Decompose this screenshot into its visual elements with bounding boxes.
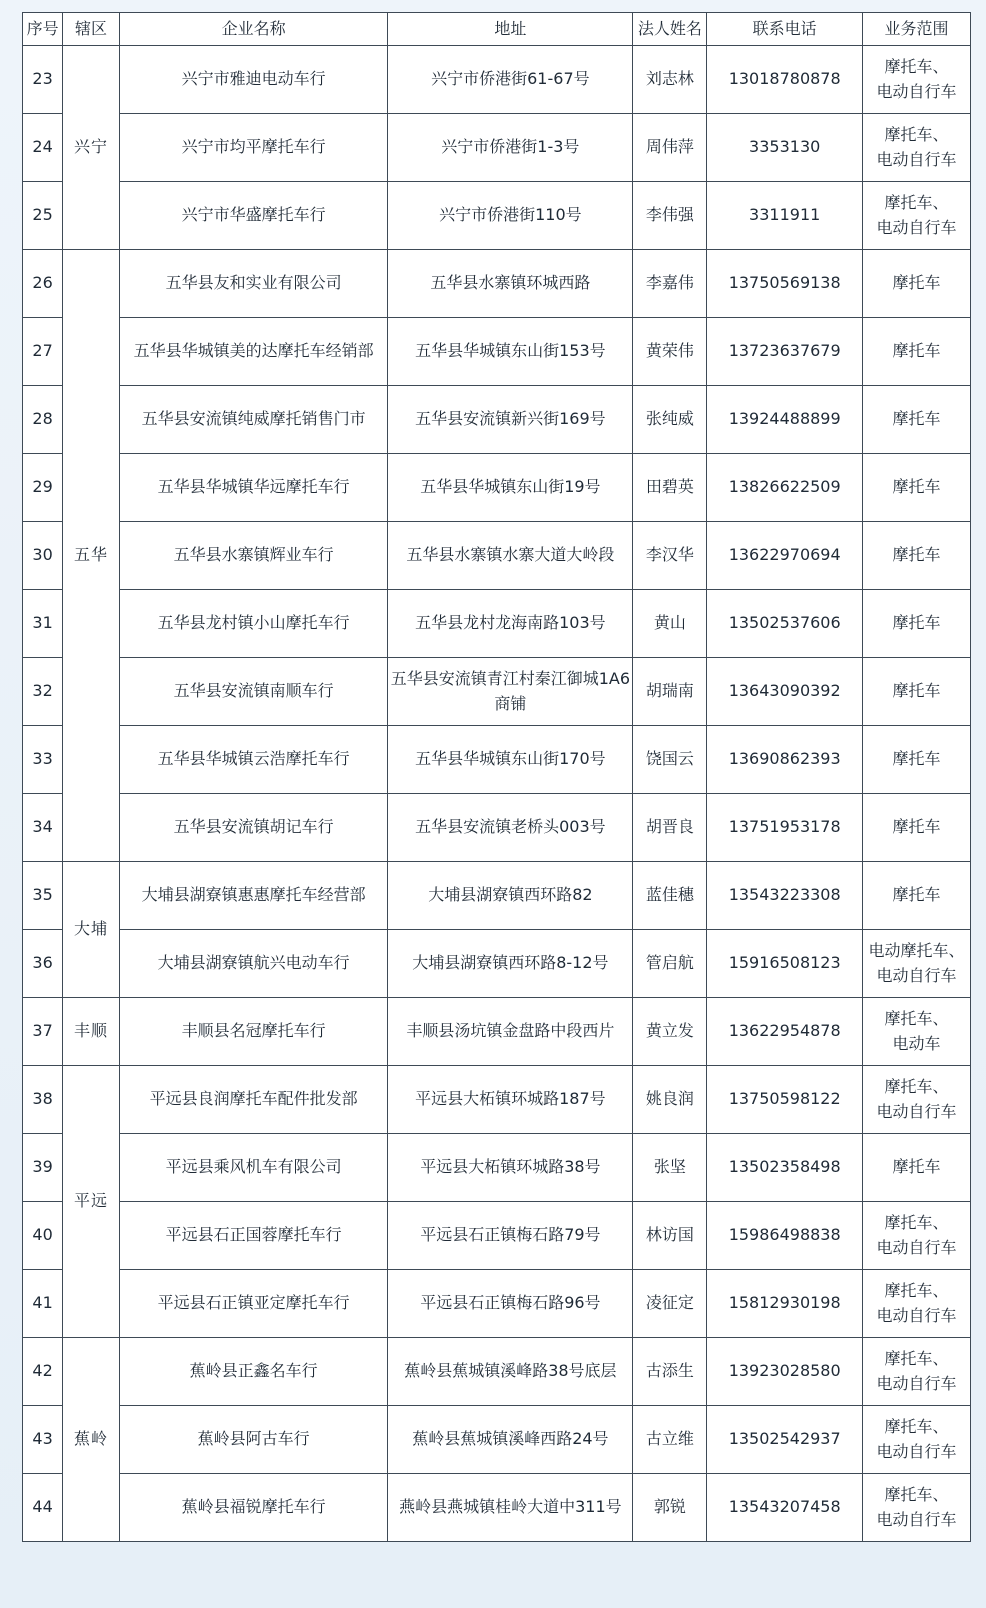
table-row	[23, 454, 971, 522]
row-number: 35	[23, 862, 63, 930]
company-address: 蕉岭县蕉城镇溪峰路38号底层	[388, 1338, 633, 1406]
company-name: 平远县石正国蓉摩托车行	[119, 1202, 388, 1270]
row-number: 43	[23, 1406, 63, 1474]
table-row	[23, 1406, 971, 1474]
company-address: 五华县安流镇新兴街169号	[388, 386, 633, 454]
row-number: 24	[23, 114, 63, 182]
company-name: 五华县华城镇美的达摩托车经销部	[119, 318, 388, 386]
row-number: 26	[23, 250, 63, 318]
business-scope: 电动摩托车、 电动自行车	[862, 930, 970, 998]
company-name: 大埔县湖寮镇航兴电动车行	[119, 930, 388, 998]
company-address: 五华县华城镇东山街19号	[388, 454, 633, 522]
table-row	[23, 318, 971, 386]
legal-person: 管启航	[633, 930, 707, 998]
company-name: 兴宁市雅迪电动车行	[119, 46, 388, 114]
row-number: 27	[23, 318, 63, 386]
row-number: 39	[23, 1134, 63, 1202]
table-row	[23, 794, 971, 862]
business-scope: 摩托车	[862, 658, 970, 726]
contact-phone: 13750569138	[707, 250, 862, 318]
header-phone: 联系电话	[707, 13, 862, 46]
legal-person: 黄荣伟	[633, 318, 707, 386]
company-address: 兴宁市侨港街1-3号	[388, 114, 633, 182]
row-number: 37	[23, 998, 63, 1066]
row-number: 36	[23, 930, 63, 998]
table-row	[23, 1066, 971, 1134]
header-address: 地址	[388, 13, 633, 46]
company-address: 大埔县湖寮镇西环路8-12号	[388, 930, 633, 998]
table-row	[23, 1134, 971, 1202]
legal-person: 蓝佳穗	[633, 862, 707, 930]
row-number: 33	[23, 726, 63, 794]
table-row	[23, 250, 971, 318]
company-address: 五华县龙村龙海南路103号	[388, 590, 633, 658]
row-number: 44	[23, 1474, 63, 1542]
company-name: 蕉岭县正鑫名车行	[119, 1338, 388, 1406]
company-address: 五华县安流镇老桥头003号	[388, 794, 633, 862]
table-row	[23, 522, 971, 590]
contact-phone: 13543207458	[707, 1474, 862, 1542]
contact-phone: 13502542937	[707, 1406, 862, 1474]
business-scope: 摩托车	[862, 794, 970, 862]
company-address: 五华县水寨镇环城西路	[388, 250, 633, 318]
contact-phone: 13751953178	[707, 794, 862, 862]
business-scope: 摩托车	[862, 250, 970, 318]
business-scope: 摩托车、 电动自行车	[862, 46, 970, 114]
table-row	[23, 590, 971, 658]
company-address: 五华县华城镇东山街153号	[388, 318, 633, 386]
row-number: 41	[23, 1270, 63, 1338]
contact-phone: 3311911	[707, 182, 862, 250]
company-address: 平远县石正镇梅石路96号	[388, 1270, 633, 1338]
company-name: 蕉岭县阿古车行	[119, 1406, 388, 1474]
legal-person: 黄立发	[633, 998, 707, 1066]
business-scope: 摩托车	[862, 590, 970, 658]
legal-person: 姚良润	[633, 1066, 707, 1134]
legal-person: 黄山	[633, 590, 707, 658]
company-name: 五华县安流镇南顺车行	[119, 658, 388, 726]
table-row	[23, 46, 971, 114]
company-address: 兴宁市侨港街61-67号	[388, 46, 633, 114]
company-name: 五华县安流镇胡记车行	[119, 794, 388, 862]
contact-phone: 13723637679	[707, 318, 862, 386]
row-number: 31	[23, 590, 63, 658]
legal-person: 张坚	[633, 1134, 707, 1202]
legal-person: 郭锐	[633, 1474, 707, 1542]
table-row	[23, 1474, 971, 1542]
row-number: 40	[23, 1202, 63, 1270]
company-address: 五华县华城镇东山街170号	[388, 726, 633, 794]
contact-phone: 13643090392	[707, 658, 862, 726]
legal-person: 古添生	[633, 1338, 707, 1406]
business-scope: 摩托车、 电动自行车	[862, 182, 970, 250]
business-scope: 摩托车	[862, 522, 970, 590]
row-number: 23	[23, 46, 63, 114]
legal-person: 胡瑞南	[633, 658, 707, 726]
row-number: 29	[23, 454, 63, 522]
header-region: 辖区	[63, 13, 120, 46]
business-scope: 摩托车	[862, 1134, 970, 1202]
business-scope: 摩托车、 电动自行车	[862, 1066, 970, 1134]
contact-phone: 13690862393	[707, 726, 862, 794]
company-address: 平远县大柘镇环城路187号	[388, 1066, 633, 1134]
business-scope: 摩托车、 电动自行车	[862, 1338, 970, 1406]
table-row	[23, 1202, 971, 1270]
company-name: 五华县安流镇纯威摩托销售门市	[119, 386, 388, 454]
contact-phone: 13622970694	[707, 522, 862, 590]
business-scope: 摩托车、 电动车	[862, 998, 970, 1066]
dealer-table	[22, 12, 971, 1542]
header-legal-person: 法人姓名	[633, 13, 707, 46]
legal-person: 李嘉伟	[633, 250, 707, 318]
business-scope: 摩托车、 电动自行车	[862, 1474, 970, 1542]
contact-phone: 13543223308	[707, 862, 862, 930]
business-scope: 摩托车、 电动自行车	[862, 1406, 970, 1474]
company-address: 大埔县湖寮镇西环路82	[388, 862, 633, 930]
contact-phone: 15986498838	[707, 1202, 862, 1270]
business-scope: 摩托车	[862, 318, 970, 386]
company-name: 平远县良润摩托车配件批发部	[119, 1066, 388, 1134]
row-number: 25	[23, 182, 63, 250]
contact-phone: 3353130	[707, 114, 862, 182]
contact-phone: 13622954878	[707, 998, 862, 1066]
table-row	[23, 182, 971, 250]
table-row	[23, 998, 971, 1066]
table-header	[23, 13, 971, 46]
legal-person: 饶国云	[633, 726, 707, 794]
business-scope: 摩托车	[862, 386, 970, 454]
header-no: 序号	[23, 13, 63, 46]
company-name: 兴宁市华盛摩托车行	[119, 182, 388, 250]
business-scope: 摩托车	[862, 726, 970, 794]
company-name: 大埔县湖寮镇惠惠摩托车经营部	[119, 862, 388, 930]
legal-person: 林访国	[633, 1202, 707, 1270]
row-number: 32	[23, 658, 63, 726]
legal-person: 刘志林	[633, 46, 707, 114]
company-name: 平远县石正镇亚定摩托车行	[119, 1270, 388, 1338]
table-row	[23, 726, 971, 794]
company-address: 燕岭县燕城镇桂岭大道中311号	[388, 1474, 633, 1542]
contact-phone: 15916508123	[707, 930, 862, 998]
business-scope: 摩托车、 电动自行车	[862, 1270, 970, 1338]
legal-person: 田碧英	[633, 454, 707, 522]
company-name: 五华县华城镇华远摩托车行	[119, 454, 388, 522]
legal-person: 周伟萍	[633, 114, 707, 182]
row-number: 28	[23, 386, 63, 454]
table-row	[23, 1338, 971, 1406]
header-company: 企业名称	[119, 13, 388, 46]
company-name: 五华县友和实业有限公司	[119, 250, 388, 318]
business-scope: 摩托车	[862, 454, 970, 522]
company-name: 五华县龙村镇小山摩托车行	[119, 590, 388, 658]
table-row	[23, 862, 971, 930]
contact-phone: 13924488899	[707, 386, 862, 454]
region-cell: 蕉岭	[63, 1338, 120, 1542]
legal-person: 胡晋良	[633, 794, 707, 862]
contact-phone: 13502537606	[707, 590, 862, 658]
contact-phone: 13750598122	[707, 1066, 862, 1134]
table-body	[23, 46, 971, 1542]
table-row	[23, 930, 971, 998]
legal-person: 古立维	[633, 1406, 707, 1474]
company-address: 五华县安流镇青江村秦江御城1A6商铺	[388, 658, 633, 726]
row-number: 42	[23, 1338, 63, 1406]
contact-phone: 13923028580	[707, 1338, 862, 1406]
legal-person: 张纯威	[633, 386, 707, 454]
contact-phone: 13502358498	[707, 1134, 862, 1202]
company-address: 五华县水寨镇水寨大道大岭段	[388, 522, 633, 590]
table-row	[23, 386, 971, 454]
company-name: 蕉岭县福锐摩托车行	[119, 1474, 388, 1542]
region-cell: 丰顺	[63, 998, 120, 1066]
contact-phone: 13018780878	[707, 46, 862, 114]
company-address: 丰顺县汤坑镇金盘路中段西片	[388, 998, 633, 1066]
table-row	[23, 658, 971, 726]
company-name: 五华县华城镇云浩摩托车行	[119, 726, 388, 794]
contact-phone: 15812930198	[707, 1270, 862, 1338]
table-row	[23, 114, 971, 182]
legal-person: 李汉华	[633, 522, 707, 590]
region-cell: 平远	[63, 1066, 120, 1338]
business-scope: 摩托车	[862, 862, 970, 930]
company-address: 平远县石正镇梅石路79号	[388, 1202, 633, 1270]
row-number: 30	[23, 522, 63, 590]
row-number: 34	[23, 794, 63, 862]
business-scope: 摩托车、 电动自行车	[862, 1202, 970, 1270]
company-address: 平远县大柘镇环城路38号	[388, 1134, 633, 1202]
company-name: 平远县乘风机车有限公司	[119, 1134, 388, 1202]
contact-phone: 13826622509	[707, 454, 862, 522]
header-row	[23, 13, 971, 46]
company-address: 蕉岭县蕉城镇溪峰西路24号	[388, 1406, 633, 1474]
region-cell: 大埔	[63, 862, 120, 998]
row-number: 38	[23, 1066, 63, 1134]
table-row	[23, 1270, 971, 1338]
business-scope: 摩托车、 电动自行车	[862, 114, 970, 182]
company-name: 丰顺县名冠摩托车行	[119, 998, 388, 1066]
region-cell: 兴宁	[63, 46, 120, 250]
region-cell: 五华	[63, 250, 120, 862]
legal-person: 凌征定	[633, 1270, 707, 1338]
company-address: 兴宁市侨港街110号	[388, 182, 633, 250]
company-name: 五华县水寨镇辉业车行	[119, 522, 388, 590]
header-scope: 业务范围	[862, 13, 970, 46]
legal-person: 李伟强	[633, 182, 707, 250]
company-name: 兴宁市均平摩托车行	[119, 114, 388, 182]
